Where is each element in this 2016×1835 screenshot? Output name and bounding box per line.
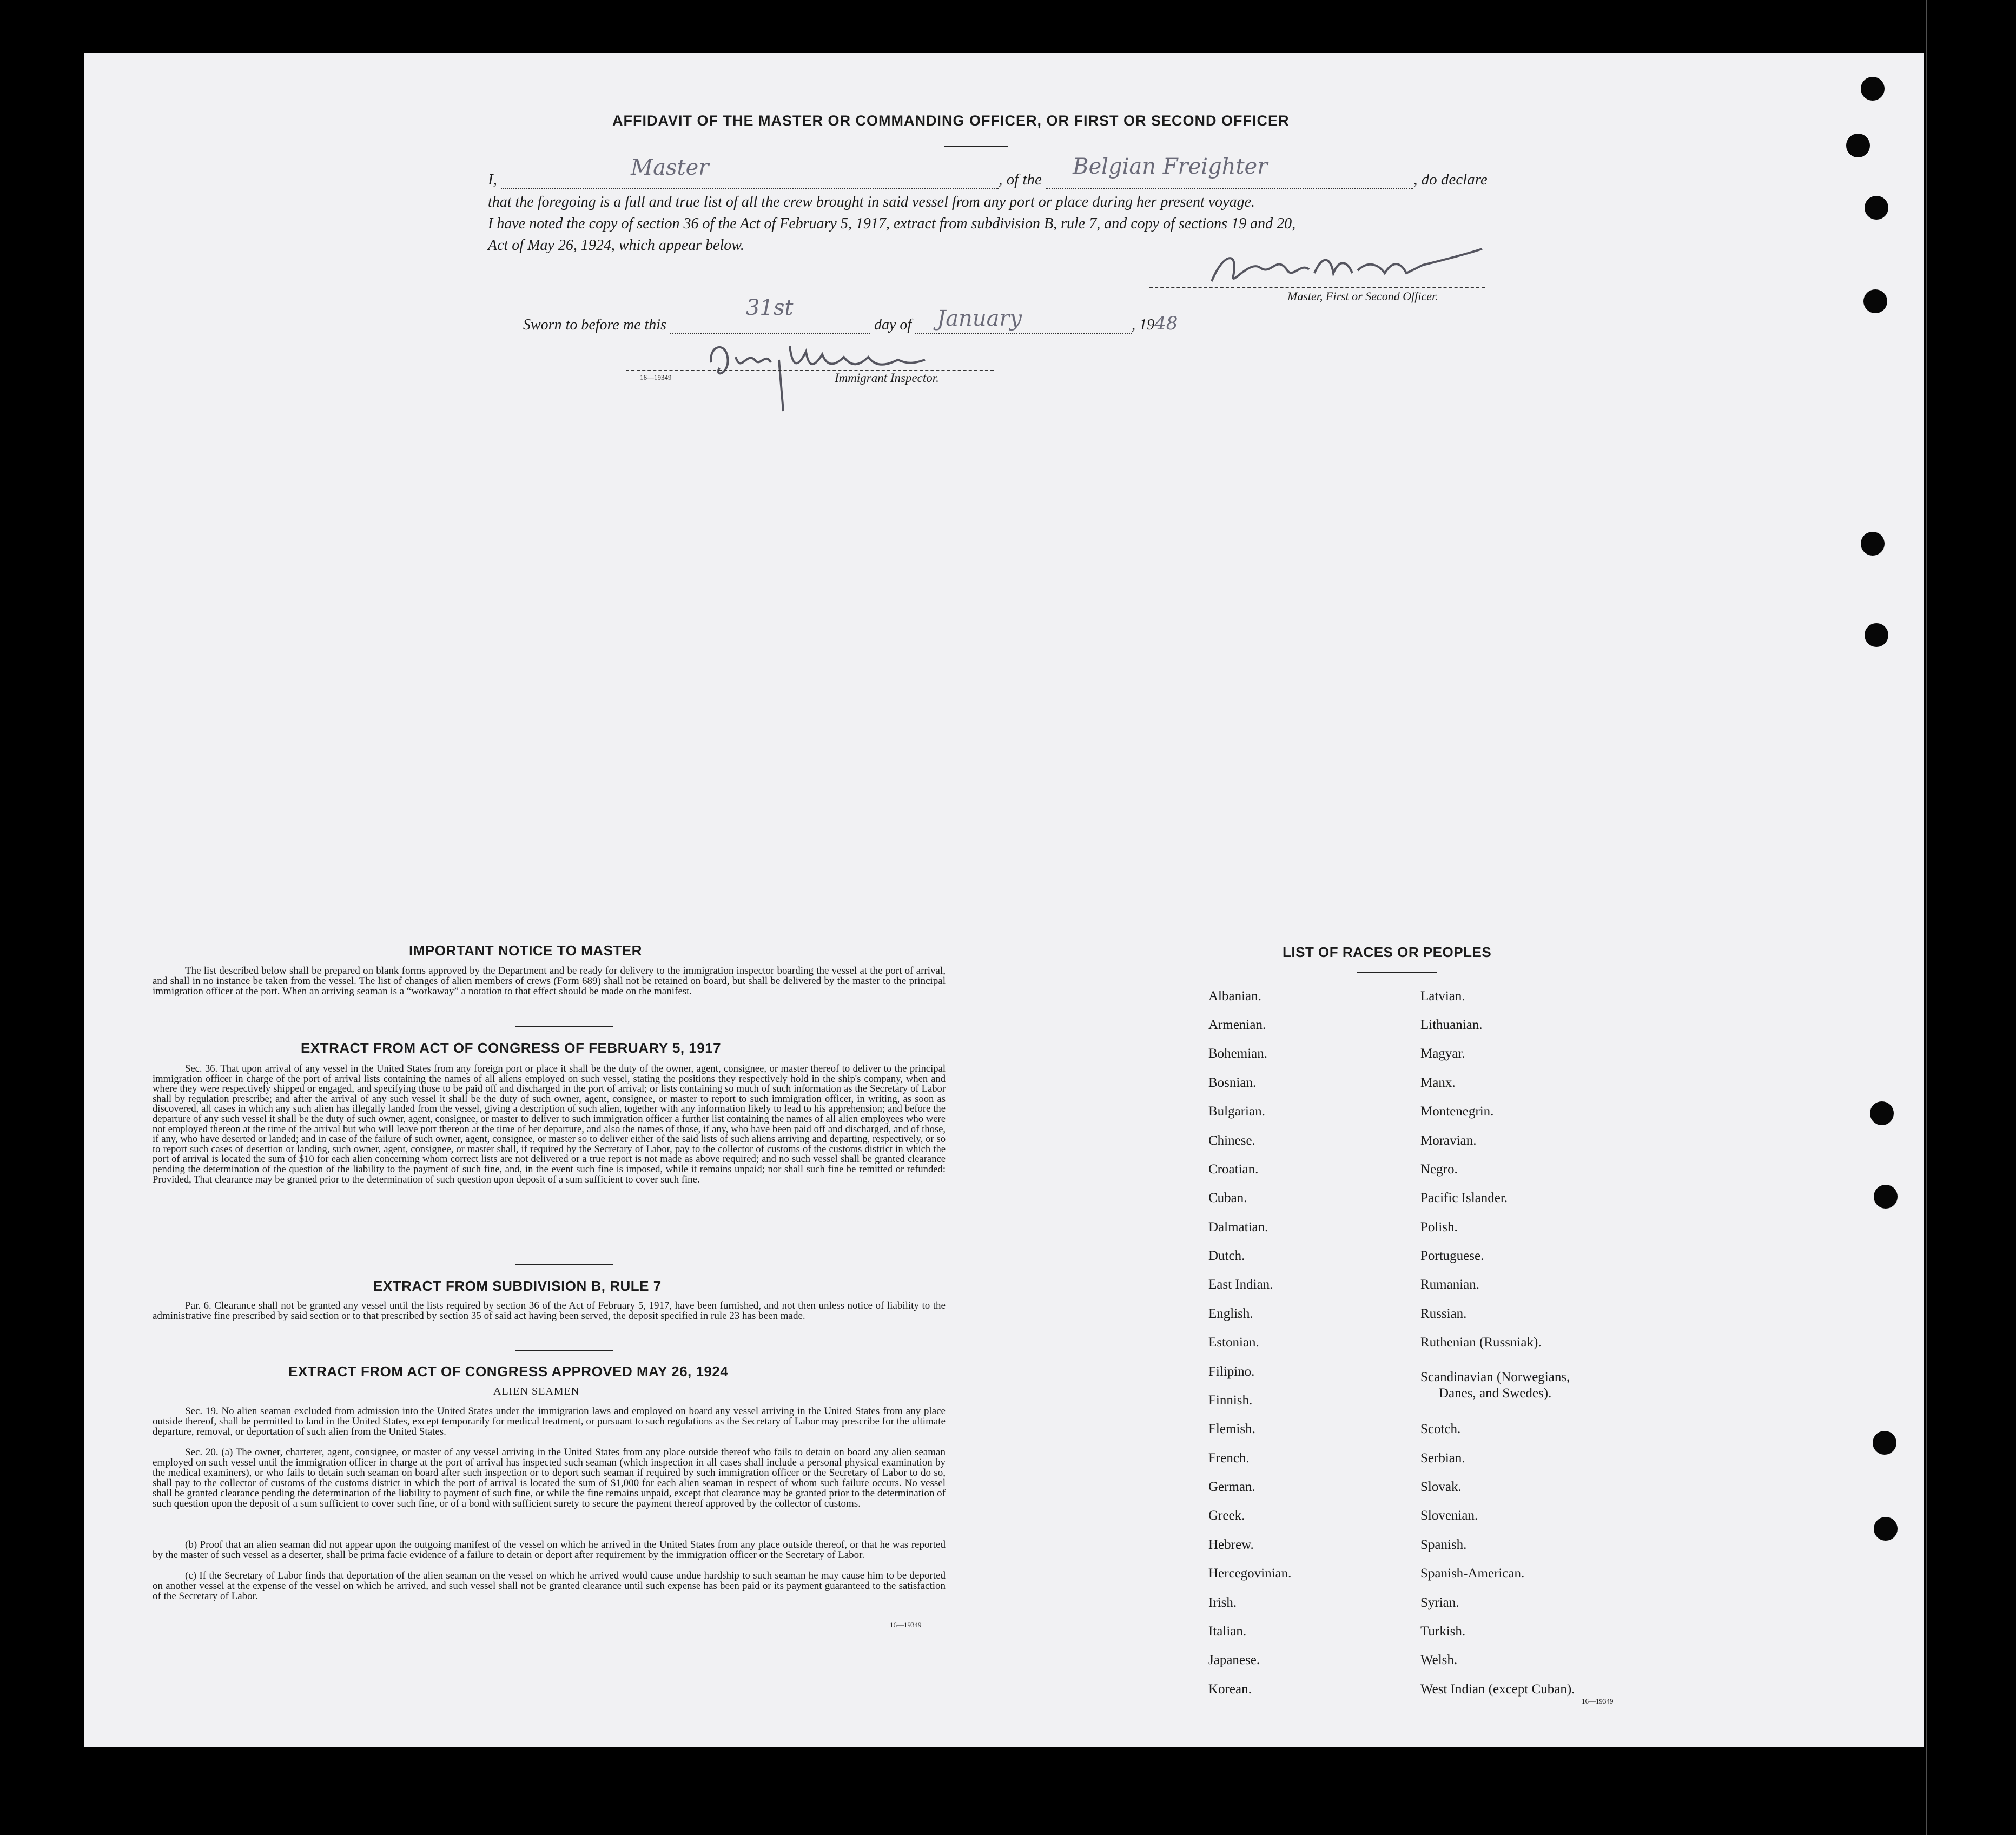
day-field bbox=[670, 295, 870, 334]
race-left: Hebrew. bbox=[1208, 1537, 1254, 1552]
divider bbox=[1357, 972, 1437, 973]
race-left: Italian. bbox=[1208, 1624, 1247, 1639]
affidavit-line4: Act of May 26, 1924, which appear below. bbox=[488, 237, 744, 254]
name-handwritten: Master bbox=[631, 155, 709, 180]
race-left: Cuban. bbox=[1208, 1191, 1247, 1205]
sworn-line bbox=[523, 295, 1178, 334]
race-left: Filipino. bbox=[1208, 1364, 1255, 1379]
form-number-top: 16—19349 bbox=[640, 373, 672, 381]
race-left: Dutch. bbox=[1208, 1249, 1245, 1263]
affidavit-line2: that the foregoing is a full and true list of all the crew brought in said vessel from any port or place during her present voyage. bbox=[488, 194, 1255, 210]
divider bbox=[515, 1350, 613, 1351]
race-right: Latvian. bbox=[1420, 989, 1465, 1004]
sec20b-body: (b) Proof that an alien seaman did not appear upon the outgoing manifest of the vessel on which he arrived in the United States from any place outside thereof, or that he was reported by the master of such vessel as a deserter, shall be prima facie evidence of a failure to detain or deport after requirement by the immigration officer or the Secretary of Labor. bbox=[153, 1539, 946, 1561]
month-field bbox=[915, 306, 1132, 334]
notice-title: IMPORTANT NOTICE TO MASTER bbox=[409, 942, 642, 959]
do-declare-label: , do declare bbox=[1413, 171, 1488, 188]
race-right: Lithuanian. bbox=[1420, 1018, 1483, 1032]
extract-1917-title: EXTRACT FROM ACT OF CONGRESS OF FEBRUARY 5, 1917 bbox=[301, 1040, 722, 1056]
signature-caption: Master, First or Second Officer. bbox=[1287, 289, 1438, 303]
race-right: Russian. bbox=[1420, 1306, 1467, 1321]
race-left: Chinese. bbox=[1208, 1133, 1255, 1148]
sec19-body: Sec. 19. No alien seaman excluded from admission into the United States under the immigration laws and employed on board any vessel arriving in the United States from any place outside thereof, shall be permitted to land in the United States, except temporarily for medical treatment, or pursuant to such regulations as the Secretary of Labor may prescribe for the ultimate departure, removal, or deportation of such alien from the United States. bbox=[153, 1405, 946, 1437]
race-left: Dalmatian. bbox=[1208, 1220, 1268, 1235]
race-left: Finnish. bbox=[1208, 1393, 1253, 1408]
form-number-notice: 16—19349 bbox=[890, 1621, 922, 1629]
race-left: Croatian. bbox=[1208, 1162, 1259, 1177]
race-right: Magyar. bbox=[1420, 1046, 1465, 1061]
race-right: Danes, and Swedes). bbox=[1439, 1386, 1552, 1401]
punch-hole bbox=[1861, 532, 1885, 556]
year-handwritten: 48 bbox=[1154, 313, 1178, 334]
race-right: Manx. bbox=[1420, 1075, 1456, 1090]
sec20a-body: Sec. 20. (a) The owner, charterer, agent, consignee, or master of any vessel arriving in the United States from any place outside thereof who fails to detain on board any alien seaman employed on such vessel until the immigration officer in charge at the port of arrival has inspected such seaman (which inspection in all cases shall include a personal physical examination by the medical examiners), or who fails to detain such seaman on board after such inspection or to deport such seaman if required by such immigration officer or the Secretary of Labor to do so, shall pay to the collector of customs of the customs district in which the port of arrival is located the sum of $1,000 for each alien seaman in respect of whom such failure occurs. No vessel shall be granted clearance pending the determination of the liability to payment of such fine, or while the fine remains unpaid, except that clearance may be granted prior to the determination of such question upon the deposit of a sum sufficient to cover such fine, or of a bond with sufficient surety to secure the payment thereof approved by the collector of customs. bbox=[153, 1447, 946, 1509]
day-of-label: day of bbox=[874, 316, 912, 333]
race-right: Polish. bbox=[1420, 1220, 1458, 1235]
affidavit-line1 bbox=[488, 154, 1488, 189]
punch-hole bbox=[1874, 1185, 1898, 1209]
race-right: Slovenian. bbox=[1420, 1508, 1478, 1523]
inspector-caption: Immigrant Inspector. bbox=[835, 371, 939, 385]
race-left: Armenian. bbox=[1208, 1018, 1266, 1032]
title-underline bbox=[944, 146, 1008, 147]
month-handwritten: January bbox=[937, 306, 1022, 331]
of-the-label: , of the bbox=[999, 171, 1042, 188]
name-field bbox=[501, 155, 999, 189]
race-right: Turkish. bbox=[1420, 1624, 1466, 1639]
race-right: Spanish-American. bbox=[1420, 1566, 1525, 1581]
races-title: LIST OF RACES OR PEOPLES bbox=[1283, 944, 1492, 960]
notice-body: The list described below shall be prepared on blank forms approved by the Department and be ready for delivery to the immigration inspector boarding the vessel at the port of arrival, and shall in no instance be taken from the vessel. The list of changes of alien members of crews (Form 689) shall not be retained on board, but shall be delivered by the master to the principal immigration officer at the port. When an arriving seaman is a “workaway” a notation to that effect should be made on the manifest. bbox=[153, 965, 946, 997]
race-right: Portuguese. bbox=[1420, 1249, 1484, 1263]
punch-hole bbox=[1863, 289, 1887, 313]
extract-1924-title: EXTRACT FROM ACT OF CONGRESS APPROVED MAY 26, 1924 bbox=[288, 1363, 729, 1379]
signature-line bbox=[1149, 287, 1485, 288]
punch-hole bbox=[1873, 1431, 1896, 1455]
race-right: Spanish. bbox=[1420, 1537, 1467, 1552]
i-label: I, bbox=[488, 171, 497, 188]
race-right: Ruthenian (Russniak). bbox=[1420, 1335, 1542, 1350]
divider bbox=[515, 1026, 613, 1027]
year-prefix: , 19 bbox=[1132, 316, 1155, 333]
form-number-races: 16—19349 bbox=[1582, 1697, 1614, 1705]
race-left: Flemish. bbox=[1208, 1422, 1255, 1436]
race-left: Estonian. bbox=[1208, 1335, 1259, 1350]
sec20c-body: (c) If the Secretary of Labor finds that deportation of the alien seaman on the vessel on which he arrived would cause undue hardship to such seaman he may cause him to be deported on another vessel at the expense of the vessel on which he arrived, and such vessel shall not be granted clearance until such expense has been paid or its payment guaranteed to the satisfaction of the Secretary of Labor. bbox=[153, 1570, 946, 1602]
divider bbox=[515, 1264, 613, 1265]
subdivision-b-body: Par. 6. Clearance shall not be granted any vessel until the lists required by section 36 of the Act of February 5, 1917, have been furnished, and not then unless notice of liability to the administrative fine prescribed by said section or to that prescribed by section 35 of said act having been served, the deposit specified in rule 23 has been made. bbox=[153, 1300, 946, 1322]
race-right: Scandinavian (Norwegians, bbox=[1420, 1370, 1570, 1384]
affidavit-line3: I have noted the copy of section 36 of the Act of February 5, 1917, extract from subdivision B, rule 7, and copy of sections 19 and 20, bbox=[488, 215, 1296, 232]
punch-hole bbox=[1870, 1101, 1894, 1125]
sworn-label: Sworn to before me this bbox=[523, 316, 666, 333]
race-right: West Indian (except Cuban). bbox=[1420, 1682, 1575, 1697]
race-left: Bulgarian. bbox=[1208, 1104, 1265, 1119]
master-signature bbox=[1206, 243, 1488, 292]
race-right: Slovak. bbox=[1420, 1480, 1462, 1494]
race-left: German. bbox=[1208, 1480, 1255, 1494]
race-right: Montenegrin. bbox=[1420, 1104, 1494, 1119]
race-left: French. bbox=[1208, 1451, 1250, 1466]
punch-hole bbox=[1846, 134, 1870, 157]
race-right: Welsh. bbox=[1420, 1653, 1458, 1667]
race-left: English. bbox=[1208, 1306, 1253, 1321]
race-left: Bosnian. bbox=[1208, 1075, 1257, 1090]
vessel-field bbox=[1046, 154, 1413, 189]
race-left: Korean. bbox=[1208, 1682, 1252, 1697]
subdivision-b-title: EXTRACT FROM SUBDIVISION B, RULE 7 bbox=[373, 1278, 662, 1294]
race-left: Irish. bbox=[1208, 1595, 1237, 1610]
race-right: Rumanian. bbox=[1420, 1277, 1480, 1292]
race-right: Negro. bbox=[1420, 1162, 1458, 1177]
race-right: Moravian. bbox=[1420, 1133, 1477, 1148]
punch-hole bbox=[1861, 77, 1885, 101]
race-left: Greek. bbox=[1208, 1508, 1245, 1523]
page-edge bbox=[1926, 0, 1927, 1835]
race-left: East Indian. bbox=[1208, 1277, 1273, 1292]
punch-hole bbox=[1874, 1517, 1898, 1541]
day-handwritten: 31st bbox=[745, 295, 794, 320]
extract-1917-body: Sec. 36. That upon arrival of any vessel in the United States from any foreign port or place it shall be the duty of the owner, agent, consignee, or master thereof to deliver to the principal immigration officer in charge of the port of arrival lists containing the names of all aliens employed on such vessel, stating the positions they respectively hold in the ship's company, when and where they were respectively shipped or engaged, and specifying those to be paid off and discharged in the port of arrival; or lists containing so much of such information as the Secretary of Labor shall by regulation prescribe; and after the arrival of any such vessel it shall be the duty of such owner, agent, consignee, or master to report to such immigration officer, in writing, as soon as discovered, all cases in which any such alien has illegally landed from the vessel, giving a description of such alien, together with any information likely to lead to his apprehension; and before the departure of any such vessel it shall be the duty of such owner, agent, consignee, or master to deliver to such immigration officer a further list containing the names of all alien employees who were not employed thereon at the time of the arrival but who will leave port thereon at the time of her departure, and also the names of those, if any, who have been paid off and discharged, and of those, if any, who have deserted or landed; and in case of the failure of such owner, agent, consignee, or master so to deliver either of the said lists of such aliens arriving and departing, respectively, or so to report such cases of desertion or landing, such owner, agent, consignee, or master shall, if required by the Secretary of Labor, pay to the collector of customs of the customs district in which the port of arrival is located the sum of $10 for each alien concerning whom correct lists are not delivered or a true report is not made as above required; and no such vessel shall be granted clearance pending the determination of the question of the liability to the payment of such fine, and, in the event such fine is imposed, while it remains unpaid; nor shall such fine be remitted or refunded: Provided, That clearance may be granted prior to the determination of such question upon deposit of a sum sufficient to cover such fine. bbox=[153, 1063, 946, 1185]
punch-hole bbox=[1865, 623, 1888, 647]
affidavit-title: AFFIDAVIT OF THE MASTER OR COMMANDING OFFICER, OR FIRST OR SECOND OFFICER bbox=[612, 113, 1290, 129]
race-left: Bohemian. bbox=[1208, 1046, 1268, 1061]
race-right: Syrian. bbox=[1420, 1595, 1459, 1610]
race-right: Scotch. bbox=[1420, 1422, 1461, 1436]
vessel-handwritten: Belgian Freighter bbox=[1073, 154, 1268, 179]
race-left: Albanian. bbox=[1208, 989, 1261, 1004]
punch-hole bbox=[1865, 196, 1888, 220]
alien-seamen-subtitle: ALIEN SEAMEN bbox=[493, 1385, 580, 1397]
race-left: Hercegovinian. bbox=[1208, 1566, 1292, 1581]
race-left: Japanese. bbox=[1208, 1653, 1260, 1667]
race-right: Pacific Islander. bbox=[1420, 1191, 1508, 1205]
race-right: Serbian. bbox=[1420, 1451, 1465, 1466]
